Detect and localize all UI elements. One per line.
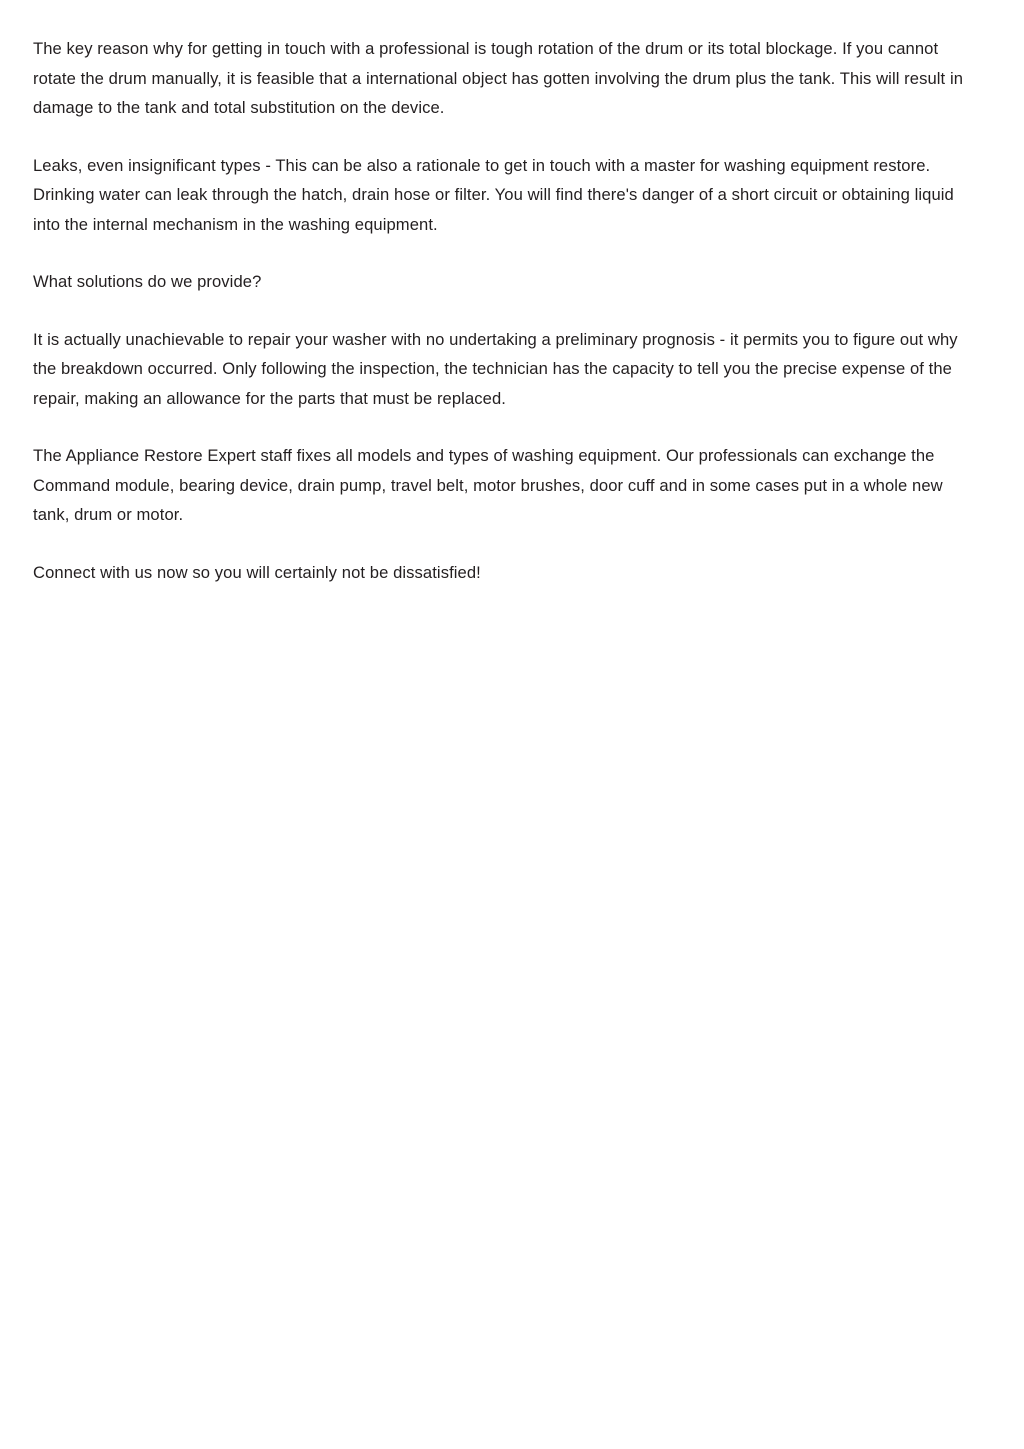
- paragraph: It is actually unachievable to repair your washer with no undertaking a preliminary prognosis - it permits you to figure out why the breakdown occurred. Only following the inspection, the technician has the capacity to tell you the precise expense of the repair, making an allowance for the parts that must be replaced.: [33, 329, 958, 408]
- paragraph: The key reason why for getting in touch with a professional is tough rotation of the drum or its total blockage. If you cannot rotate the drum manually, it is feasible that a international object has gotten involving the drum plus the tank. This will result in damage to the tank and total substitution on the device.: [33, 39, 964, 117]
- paragraph: Leaks, even insignificant types - This can be also a rationale to get in touch with a master for washing equipment restore. Drinking water can leak through the hatch, drain hose or filter. You will find there's danger of a short circuit or obtaining liquid into the internal mechanism in the washing equipment.: [33, 155, 954, 234]
- paragraph: What solutions do we provide?: [33, 272, 262, 291]
- paragraph: Connect with us now so you will certainly not be dissatisfied!: [33, 562, 481, 582]
- paragraph: The Appliance Restore Expert staff fixes all models and types of washing equipment. Our professionals can exchange the Command module, bearing device, drain pump, travel belt, motor brushes, door cuff and in some cases put in a whole new tank, drum or motor.: [33, 446, 943, 524]
- document-body: [33, 34, 978, 587]
